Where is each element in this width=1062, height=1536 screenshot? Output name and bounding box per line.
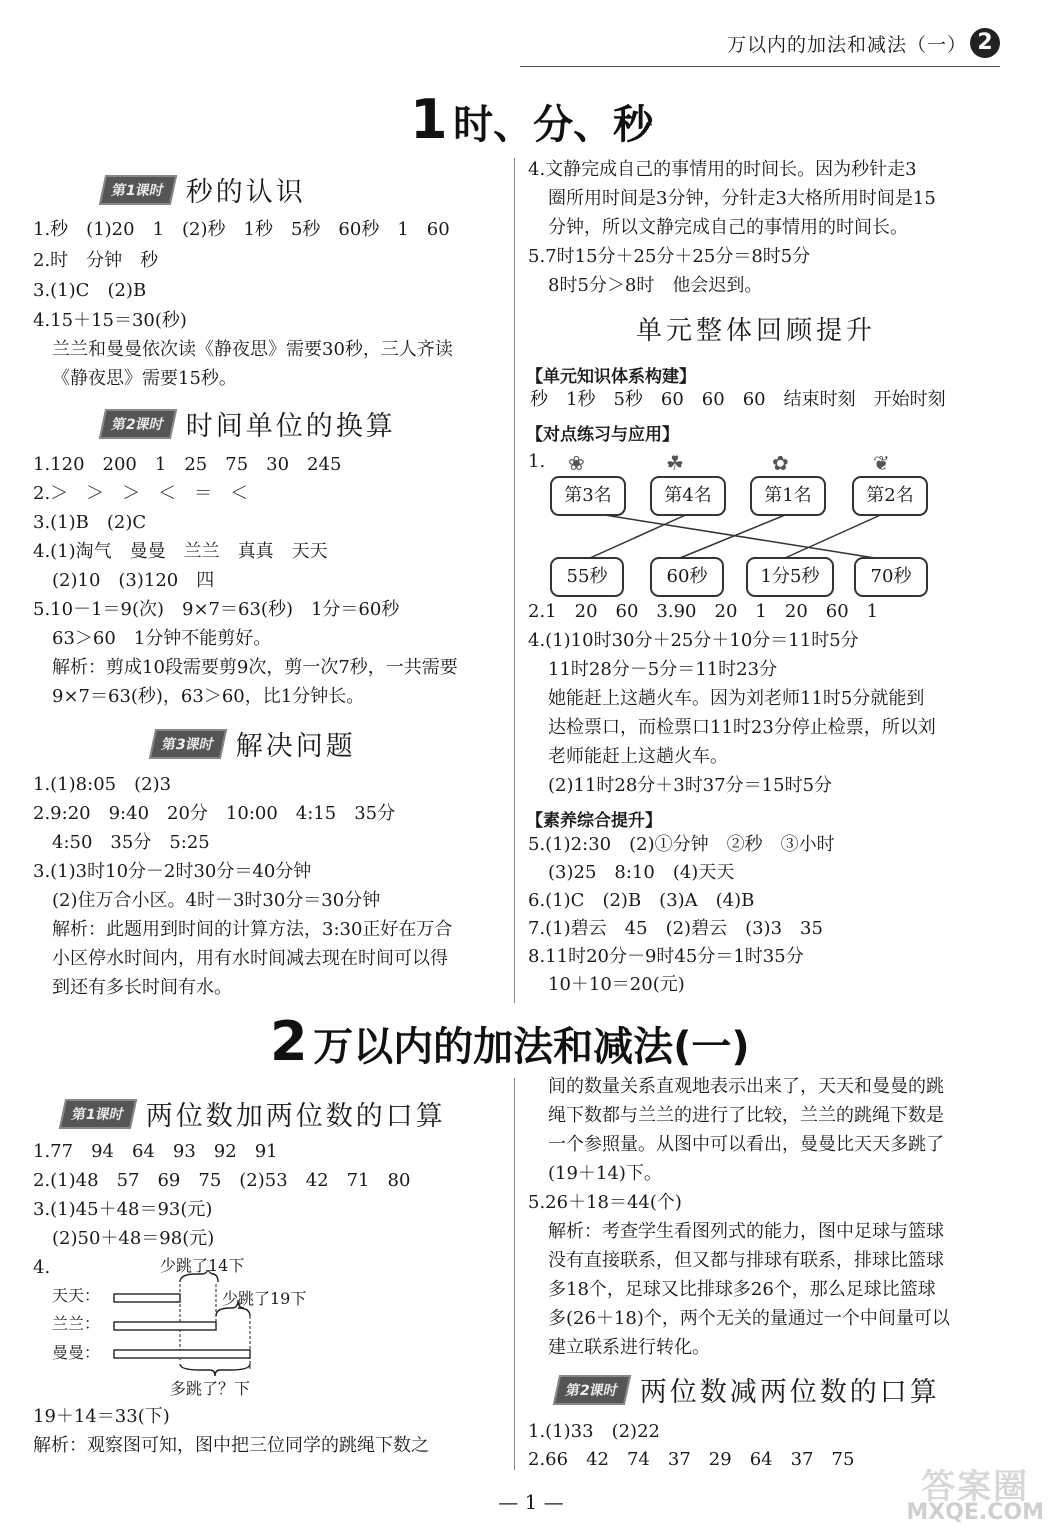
time-box: 55秒 (550, 557, 624, 597)
answer-line: 8.11时20分－9时45分＝1时35分 (528, 946, 804, 967)
answer-line: 达检票口，而检票口11时23分停止检票，所以刘 (548, 717, 936, 738)
answer-line: 4:50 35分 5:25 (52, 832, 210, 853)
answer-line: 8时5分＞8时 他会迟到。 (548, 275, 763, 296)
answer-line: 2.1 20 60 3.90 20 1 20 60 1 (528, 601, 879, 622)
answer-line: 《静夜思》需要15秒。 (52, 368, 237, 389)
analysis-line: 建立联系进行转化。 (548, 1337, 710, 1358)
answer-line: (2)11时28分＋3时37分＝15时5分 (548, 775, 833, 796)
analysis-line: 9×7＝63(秒)，63＞60，比1分钟长。 (52, 686, 365, 707)
answer-line: 2.(1)48 57 69 75 (2)53 42 71 80 (33, 1170, 411, 1191)
answer-line: 5.7时15分＋25分＋25分＝8时5分 (528, 246, 811, 267)
answer-line: 1.77 94 64 93 92 91 (33, 1141, 278, 1162)
lesson-title: 解决问题 (235, 731, 356, 762)
answer-line: 2.时 分钟 秒 (33, 250, 159, 271)
analysis-line: 到还有多长时间有水。 (52, 977, 232, 998)
answer-line: 1.(1)33 (2)22 (528, 1421, 660, 1442)
rank-box: 第1名 (750, 476, 826, 516)
lesson-header (62, 1094, 446, 1133)
answer-line: 3.(1)3时10分－2时30分＝40分钟 (33, 861, 312, 882)
answer-line: 3.(1)C (2)B (33, 280, 147, 301)
snail-icon: ❀ (568, 451, 585, 475)
answer-line: 秒 1秒 5秒 60 60 60 结束时刻 开始时刻 (530, 389, 946, 410)
turtle-icon: ☘ (666, 451, 684, 475)
answer-line: 4.(1)淘气 曼曼 兰兰 真真 天天 (33, 541, 328, 562)
diagram-bottom-label: 多跳了？下 (170, 1379, 251, 1398)
answer-line: 7.(1)碧云 45 (2)碧云 (3)3 35 (528, 918, 823, 939)
bird-icon: ✿ (772, 451, 789, 475)
analysis-line: 小区停水时间内，用有水时间减去现在时间可以得 (52, 948, 448, 969)
answer-line: 1.120 200 1 25 75 30 245 (33, 454, 342, 475)
diagram-name: 天天： (52, 1286, 101, 1305)
lesson-badge: 第2课时 (553, 1375, 631, 1405)
header-rule (520, 66, 1000, 67)
answer-line: 5.(1)2:30 (2)①分钟 ②秒 ③小时 (528, 834, 835, 855)
answer-line: 5.10－1＝9(次) 9×7＝63(秒) 1分＝60秒 (33, 599, 400, 620)
answer-line: 11时28分－5分＝11时23分 (548, 659, 778, 680)
answer-line: (2)住万合小区。4时－3时30分＝30分钟 (52, 890, 381, 911)
watermark-url: MXQE.COM (906, 1500, 1044, 1525)
answer-line: (2)10 (3)120 四 (52, 570, 215, 591)
question-number: 4. (33, 1257, 51, 1278)
answer-line: (3)25 8:10 (4)天天 (548, 862, 735, 883)
review-section-title: 单元整体回顾提升 (636, 316, 877, 346)
question-number: 1. (528, 451, 546, 472)
analysis-line: (19＋14)下。 (548, 1163, 662, 1184)
lesson-badge: 第3课时 (149, 729, 227, 759)
answer-line: 分钟，所以文静完成自己的事情用的时间长。 (548, 217, 908, 238)
analysis-line: 解析：此题用到时间的计算方法，3:30正好在万合 (52, 919, 453, 940)
unit1-name: 时、分、秒 (453, 102, 654, 148)
answer-line: 她能赶上这趟火车。因为刘老师11时5分就能到 (548, 688, 925, 709)
lesson-title: 时间单位的换算 (185, 411, 396, 442)
unit2-number: 2 (270, 1010, 308, 1073)
answer-line: 4.15＋15＝30(秒) (33, 310, 187, 331)
unit1-title (410, 88, 653, 151)
lesson-header (556, 1370, 940, 1409)
lesson-header (102, 170, 306, 209)
review-knowledge-heading: 【单元知识体系构建】 (526, 367, 696, 387)
column-divider (514, 1078, 515, 1470)
page-number: — 1 — (498, 1490, 564, 1514)
lesson-title: 两位数减两位数的口算 (639, 1377, 940, 1408)
answer-line: 19＋14＝33(下) (33, 1406, 170, 1427)
answer-line: 3.(1)45＋48＝93(元) (33, 1199, 213, 1220)
analysis-line: 一个参照量。从图中可以看出，曼曼比天天多跳了 (548, 1134, 944, 1155)
answer-line: (2)50＋48＝98(元) (52, 1228, 215, 1249)
answer-line: 5.26＋18＝44(个) (528, 1192, 682, 1213)
analysis-line: 多18个，足球又比排球多26个，那么足球比篮球 (548, 1279, 936, 1300)
answer-line: 2.66 42 74 37 29 64 37 75 (528, 1449, 855, 1470)
lesson-title: 两位数加两位数的口算 (145, 1101, 446, 1132)
time-box: 60秒 (650, 557, 724, 597)
lesson-badge: 第1课时 (59, 1099, 137, 1129)
analysis-line: 绳下数都与兰兰的进行了比较，兰兰的跳绳下数是 (548, 1105, 944, 1126)
answer-line: 兰兰和曼曼依次读《静夜思》需要30秒，三人齐读 (52, 339, 453, 360)
review-practice-heading: 【对点练习与应用】 (526, 425, 679, 445)
diagram-name: 兰兰： (52, 1314, 101, 1333)
column-divider (514, 158, 515, 1003)
unit1-number: 1 (410, 88, 448, 151)
rank-box: 第3名 (550, 476, 626, 516)
answer-line: 1.秒 (1)20 1 (2)秒 1秒 5秒 60秒 1 60 (33, 219, 450, 240)
answer-line: 2.9:20 9:40 20分 10:00 4:15 35分 (33, 803, 396, 824)
analysis-line: 解析：考查学生看图列式的能力，图中足球与篮球 (548, 1221, 944, 1242)
rank-box: 第4名 (650, 476, 726, 516)
review-literacy-heading: 【素养综合提升】 (526, 811, 662, 831)
answer-line: 1.(1)8:05 (2)3 (33, 774, 172, 795)
answer-line: 6.(1)C (2)B (3)A (4)B (528, 890, 755, 911)
unit-badge-icon: 2 (970, 28, 1000, 58)
analysis-line: 解析：观察图可知，图中把三位同学的跳绳下数之 (33, 1435, 429, 1456)
jump-rope-bar-diagram (110, 1270, 270, 1380)
unit2-title (270, 1010, 750, 1073)
answer-line: 10＋10＝20(元) (548, 974, 685, 995)
answer-line: 4.文静完成自己的事情用的时间长。因为秒针走3 (528, 159, 917, 180)
header-title: 万以内的加法和减法（一） (726, 34, 967, 56)
rabbit-icon: ❦ (873, 451, 890, 475)
lesson-header (152, 724, 356, 763)
answer-line: 63＞60 1分钟不能剪好。 (52, 628, 272, 649)
unit2-name: 万以内的加法和减法(一) (313, 1024, 750, 1070)
lesson-badge: 第1课时 (99, 175, 177, 205)
answer-line: 3.(1)B (2)C (33, 512, 147, 533)
lesson-title: 秒的认识 (185, 177, 306, 208)
time-box: 70秒 (854, 557, 928, 597)
answer-line: 圈所用时间是3分钟，分针走3大格所用时间是15 (548, 188, 936, 209)
diagram-mid-label: 少跳了19下 (222, 1289, 307, 1308)
watermark-text: 答案圈 (921, 1467, 1030, 1507)
answer-line: 2.＞ ＞ ＞ ＜ ＝ ＜ (33, 483, 249, 504)
lesson-header (102, 404, 396, 443)
analysis-line: 解析：剪成10段需要剪9次，剪一次7秒，一共需要 (52, 657, 458, 678)
lesson-badge: 第2课时 (99, 409, 177, 439)
watermark-logo (906, 1467, 1044, 1526)
diagram-name: 曼曼： (52, 1343, 101, 1362)
analysis-line: 没有直接联系，但又都与排球有联系，排球比篮球 (548, 1250, 944, 1271)
analysis-line: 多(26＋18)个，两个无关的量通过一个中间量可以 (548, 1308, 950, 1329)
diagram-top-label: 少跳了14下 (160, 1256, 245, 1275)
answer-line: 老师能赶上这趟火车。 (548, 746, 728, 767)
time-box: 1分5秒 (746, 557, 834, 597)
rank-box: 第2名 (852, 476, 928, 516)
answer-line: 4.(1)10时30分＋25分＋10分＝11时5分 (528, 630, 859, 651)
analysis-line: 间的数量关系直观地表示出来了，天天和曼曼的跳 (548, 1076, 944, 1097)
